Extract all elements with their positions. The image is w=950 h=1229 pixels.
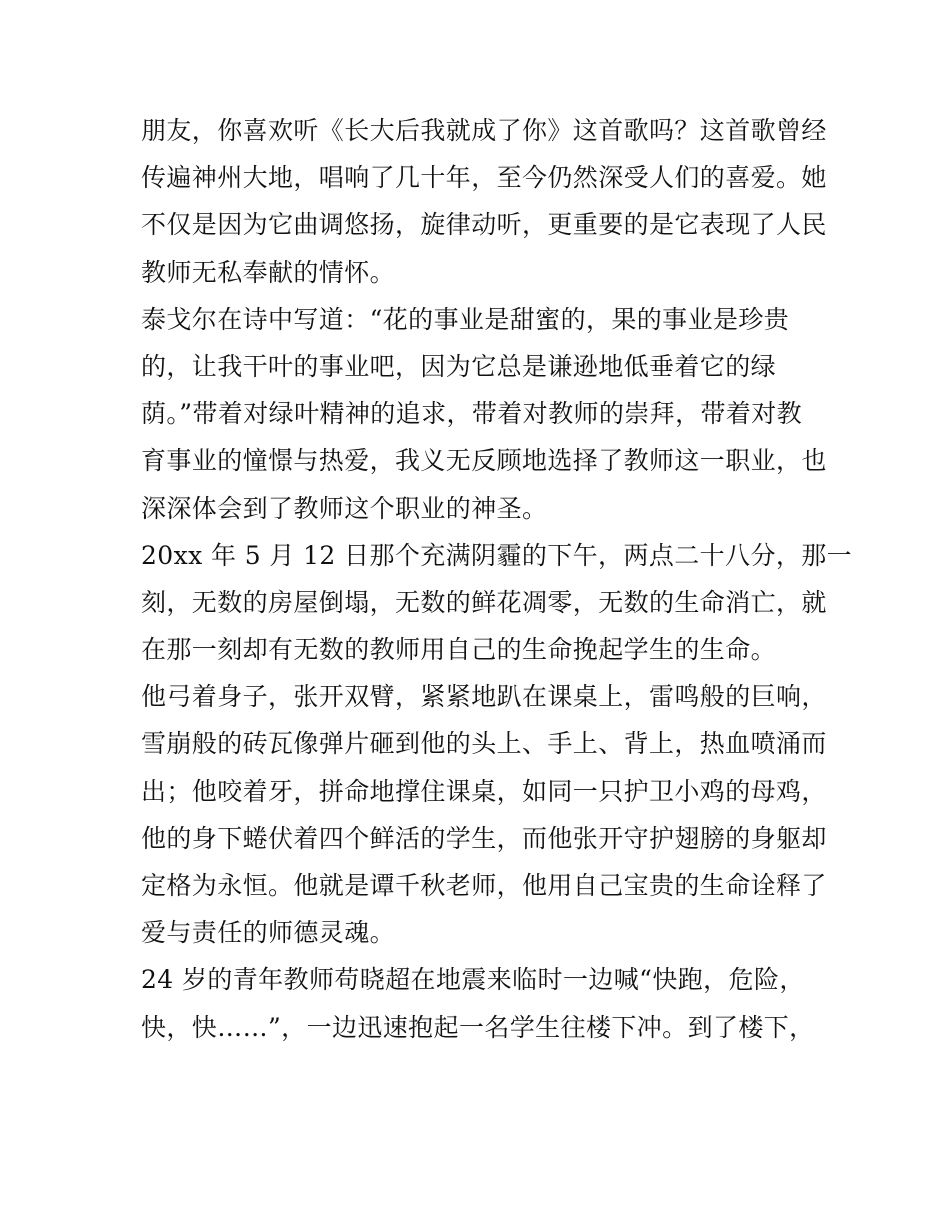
text-line: 刻，无数的房屋倒塌，无数的鲜花凋零，无数的生命消亡，就 [141, 587, 827, 617]
text-line: 20xx 年 5 月 12 日那个充满阴霾的下午，两点二十八分，那一 [141, 540, 853, 570]
text-line: 朋友，你喜欢听《长大后我就成了你》这首歌吗？这首歌曾经 [141, 116, 827, 145]
text-line: 泰戈尔在诗中写道：“花的事业是甜蜜的，果的事业是珍贵 [141, 304, 790, 334]
text-line: 出；他咬着牙，拼命地撑住课桌，如同一只护卫小鸡的母鸡， [141, 776, 827, 806]
text-line: 定格为永恒。他就是谭千秋老师，他用自己宝贵的生命诠释了 [141, 871, 827, 900]
text-line: 24 岁的青年教师苟晓超在地震来临时一边喊“快跑，危险， [141, 965, 805, 995]
document-body [141, 107, 853, 1051]
text-line: 雪崩般的砖瓦像弹片砸到他的头上、手上、背上，热血喷涌而 [141, 729, 827, 759]
text-line: 爱与责任的师德灵魂。 [141, 918, 396, 948]
text-line: 的，让我干叶的事业吧，因为它总是谦逊地低垂着它的绿 [141, 351, 777, 381]
text-line: 他弓着身子，张开双臂，紧紧地趴在课桌上，雷鸣般的巨响， [141, 682, 827, 712]
text-line: 荫。”带着对绿叶精神的追求，带着对教师的崇拜，带着对教 [141, 399, 803, 429]
text-line: 育事业的憧憬与热爱，我义无反顾地选择了教师这一职业，也 [141, 446, 827, 476]
text-line: 他的身下蜷伏着四个鲜活的学生，而他张开守护翅膀的身躯却 [141, 823, 827, 853]
text-line: 传遍神州大地，唱响了几十年，至今仍然深受人们的喜爱。她 [141, 163, 827, 193]
text-line: 教师无私奉献的情怀。 [141, 257, 396, 287]
text-line: 在那一刻却有无数的教师用自己的生命挽起学生的生命。 [141, 635, 777, 665]
text-line: 深深体会到了教师这个职业的神圣。 [141, 493, 548, 523]
text-line: 快，快……”，一边迅速抱起一名学生往楼下冲。到了楼下， [141, 1012, 815, 1042]
text-line: 不仅是因为它曲调悠扬，旋律动听，更重要的是它表现了人民 [141, 210, 827, 240]
